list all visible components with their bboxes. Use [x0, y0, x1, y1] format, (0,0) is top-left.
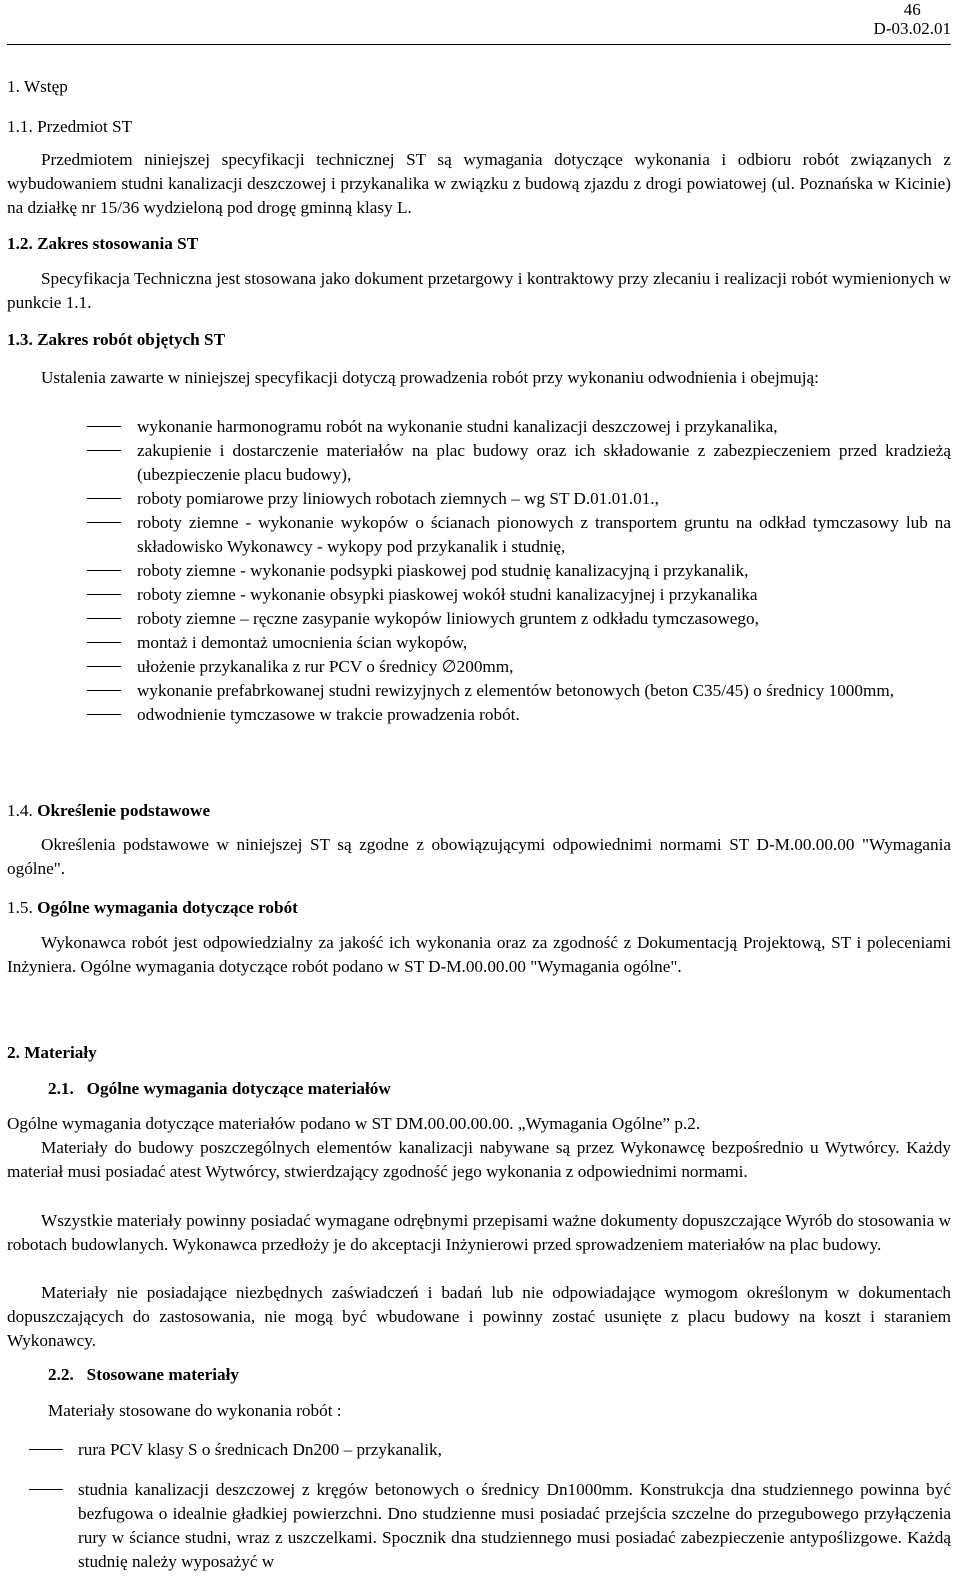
section-2-1-paragraph-4: Materiały nie posiadające niezbędnych zaświadczeń i badań lub nie odpowiadające wymogom określonym w dokumentach dopuszczających do zastosowania, nie mogą być wbudowane i powinny zostać usunięte z placu budowy na koszt i staraniem Wykonawcy. — [7, 1283, 951, 1350]
dash-bullet — [87, 439, 121, 463]
section-1-3-title: Zakres robót objętych ST — [37, 330, 226, 349]
list-item: wykonanie prefabrkowanej studni rewizyjnych z elementów betonowych (beton C35/45) o średnicy 1000mm, — [7, 679, 951, 703]
list-item: roboty ziemne - wykonanie wykopów o ścianach pionowych z transportem gruntu na odkład tymczasowy lub na składowisko Wykonawcy - wykopy pod przykanalik i studnię, — [7, 511, 951, 559]
section-1-4-title: Określenie podstawowe — [37, 801, 211, 820]
dash-bullet — [87, 631, 121, 655]
dash-bullet — [87, 559, 121, 583]
dash-bullet — [87, 655, 121, 679]
section-1-2-number: 1.2. — [7, 234, 33, 253]
list-item: zakupienie i dostarczenie materiałów na plac budowy oraz ich składowanie z zabezpieczeniem przed kradzieżą (ubezpieczenie placu budowy), — [7, 439, 951, 487]
list-item: rura PCV klasy S o średnicach Dn200 – przykanalik, — [7, 1438, 951, 1462]
list-item: ułożenie przykanalika z rur PCV o średnicy ∅200mm, — [7, 655, 951, 679]
section-1-3-list — [7, 415, 951, 727]
section-1-3-intro: Ustalenia zawarte w niniejszej specyfikacji dotyczą prowadzenia robót przy wykonaniu odwodnienia i obejmują: — [41, 368, 819, 387]
section-2-2-list — [7, 1438, 951, 1574]
section-1-5-heading — [7, 896, 951, 920]
section-2-1-paragraph-2: Materiały do budowy poszczególnych elementów kanalizacji nabywane są przez Wykonawcę bezpośrednio u Wytwórcy. Każdy materiał musi posiadać atest Wytwórcy, stwierdzający zgodność jego wykonania z odpowiednimi normami. — [7, 1138, 951, 1181]
dash-bullet — [87, 703, 121, 727]
section-1-2-title: Zakres stosowania ST — [37, 234, 199, 253]
dash-bullet — [87, 583, 121, 607]
section-1-2-text: Specyfikacja Techniczna jest stosowana jako dokument przetargowy i kontraktowy przy zlecaniu i realizacji robót wymienionych w punkcie 1.1. — [7, 269, 951, 312]
list-item: wykonanie harmonogramu robót na wykonanie studni kanalizacji deszczowej i przykanalika, — [7, 415, 951, 439]
list-item: roboty pomiarowe przy liniowych robotach ziemnych – wg ST D.01.01.01., — [7, 487, 951, 511]
document-code: D-03.02.01 — [873, 19, 951, 38]
dash-bullet — [87, 679, 121, 703]
dash-bullet — [87, 415, 121, 439]
section-1-title: 1. Wstęp — [7, 77, 68, 96]
list-item: roboty ziemne - wykonanie podsypki piaskowej pod studnię kanalizacyjną i przykanalik, — [7, 559, 951, 583]
dash-bullet — [87, 607, 121, 631]
section-1-4-number: 1.4. — [7, 801, 33, 820]
section-2-title: 2. Materiały — [7, 1043, 97, 1062]
section-1-5-text: Wykonawca robót jest odpowiedzialny za jakość ich wykonania oraz za zgodność z Dokumentacją Projektową, ST i poleceniami Inżyniera. Ogólne wymagania dotyczące robót podano w ST D-M.00.00.00 "Wymagania ogólne". — [7, 933, 951, 976]
section-1-1-text: Przedmiotem niniejszej specyfikacji technicznej ST są wymagania dotyczące wykonania i odbioru robót związanych z wybudowaniem studni kanalizacji deszczowej i przykanalika w związku z budową zjazdu z drogi powiatowej (ul. Poznańska w Kicinie) na działkę nr 15/36 wydzieloną pod drogę gminną klasy L. — [7, 150, 951, 217]
list-item: montaż i demontaż umocnienia ścian wykopów, — [7, 631, 951, 655]
list-item: roboty ziemne – ręczne zasypanie wykopów liniowych gruntem z odkładu tymczasowego, — [7, 607, 951, 631]
page-number: 46 — [903, 0, 921, 19]
section-1-4-heading — [7, 799, 951, 823]
section-2-1-paragraph-3: Wszystkie materiały powinny posiadać wymagane odrębnymi przepisami ważne dokumenty dopuszczające Wyrób do stosowania w robotach budowlanych. Wykonawca przedłoży je do akceptacji Inżynierowi przed sprowadzeniem materiałów na plac budowy. — [7, 1211, 951, 1254]
list-item: roboty ziemne - wykonanie obsypki piaskowej wokół studni kanalizacyjnej i przykanalika — [7, 583, 951, 607]
section-1-3-heading — [7, 328, 951, 352]
page-header — [874, 0, 951, 38]
section-1-3-number: 1.3. — [7, 330, 33, 349]
list-item: odwodnienie tymczasowe w trakcie prowadzenia robót. — [7, 703, 951, 727]
section-1-5-title: Ogólne wymagania dotyczące robót — [37, 898, 298, 917]
section-2-1-paragraph-1: Ogólne wymagania dotyczące materiałów podano w ST DM.00.00.00.00. „Wymagania Ogólne” p.2. — [7, 1114, 701, 1133]
section-2-2-intro: Materiały stosowane do wykonania robót : — [48, 1401, 342, 1420]
dash-bullet — [87, 511, 121, 535]
list-item: studnia kanalizacji deszczowej z kręgów betonowych o średnicy Dn1000mm. Konstrukcja dna studziennego powinna być bezfugowa o idealnie gładkiej powierzchni. Dno studzienne musi posiadać przejścia szczelne do przegubowego przyłączenia rury w ściance studni, wraz z uszczelkami. Spocznik dna studziennego musi posiadać zabezpieczenie antypoślizgowe. Każdą studnię należy wyposażyć w — [7, 1478, 951, 1574]
dash-bullet — [87, 487, 121, 511]
section-1-1-title: 1.1. Przedmiot ST — [7, 117, 133, 136]
section-1-5-number: 1.5. — [7, 898, 33, 917]
section-1-4-text: Określenia podstawowe w niniejszej ST są zgodne z obowiązującymi odpowiednimi normami ST D-M.00.00.00 "Wymagania ogólne". — [7, 835, 951, 878]
dash-bullet — [29, 1438, 63, 1462]
dash-bullet — [29, 1478, 63, 1502]
section-2-2-title: 2.2. Stosowane materiały — [48, 1365, 239, 1384]
section-1-2-heading — [7, 232, 951, 256]
section-2-1-title: 2.1. Ogólne wymagania dotyczące materiałów — [48, 1079, 391, 1098]
header-rule — [7, 44, 951, 45]
